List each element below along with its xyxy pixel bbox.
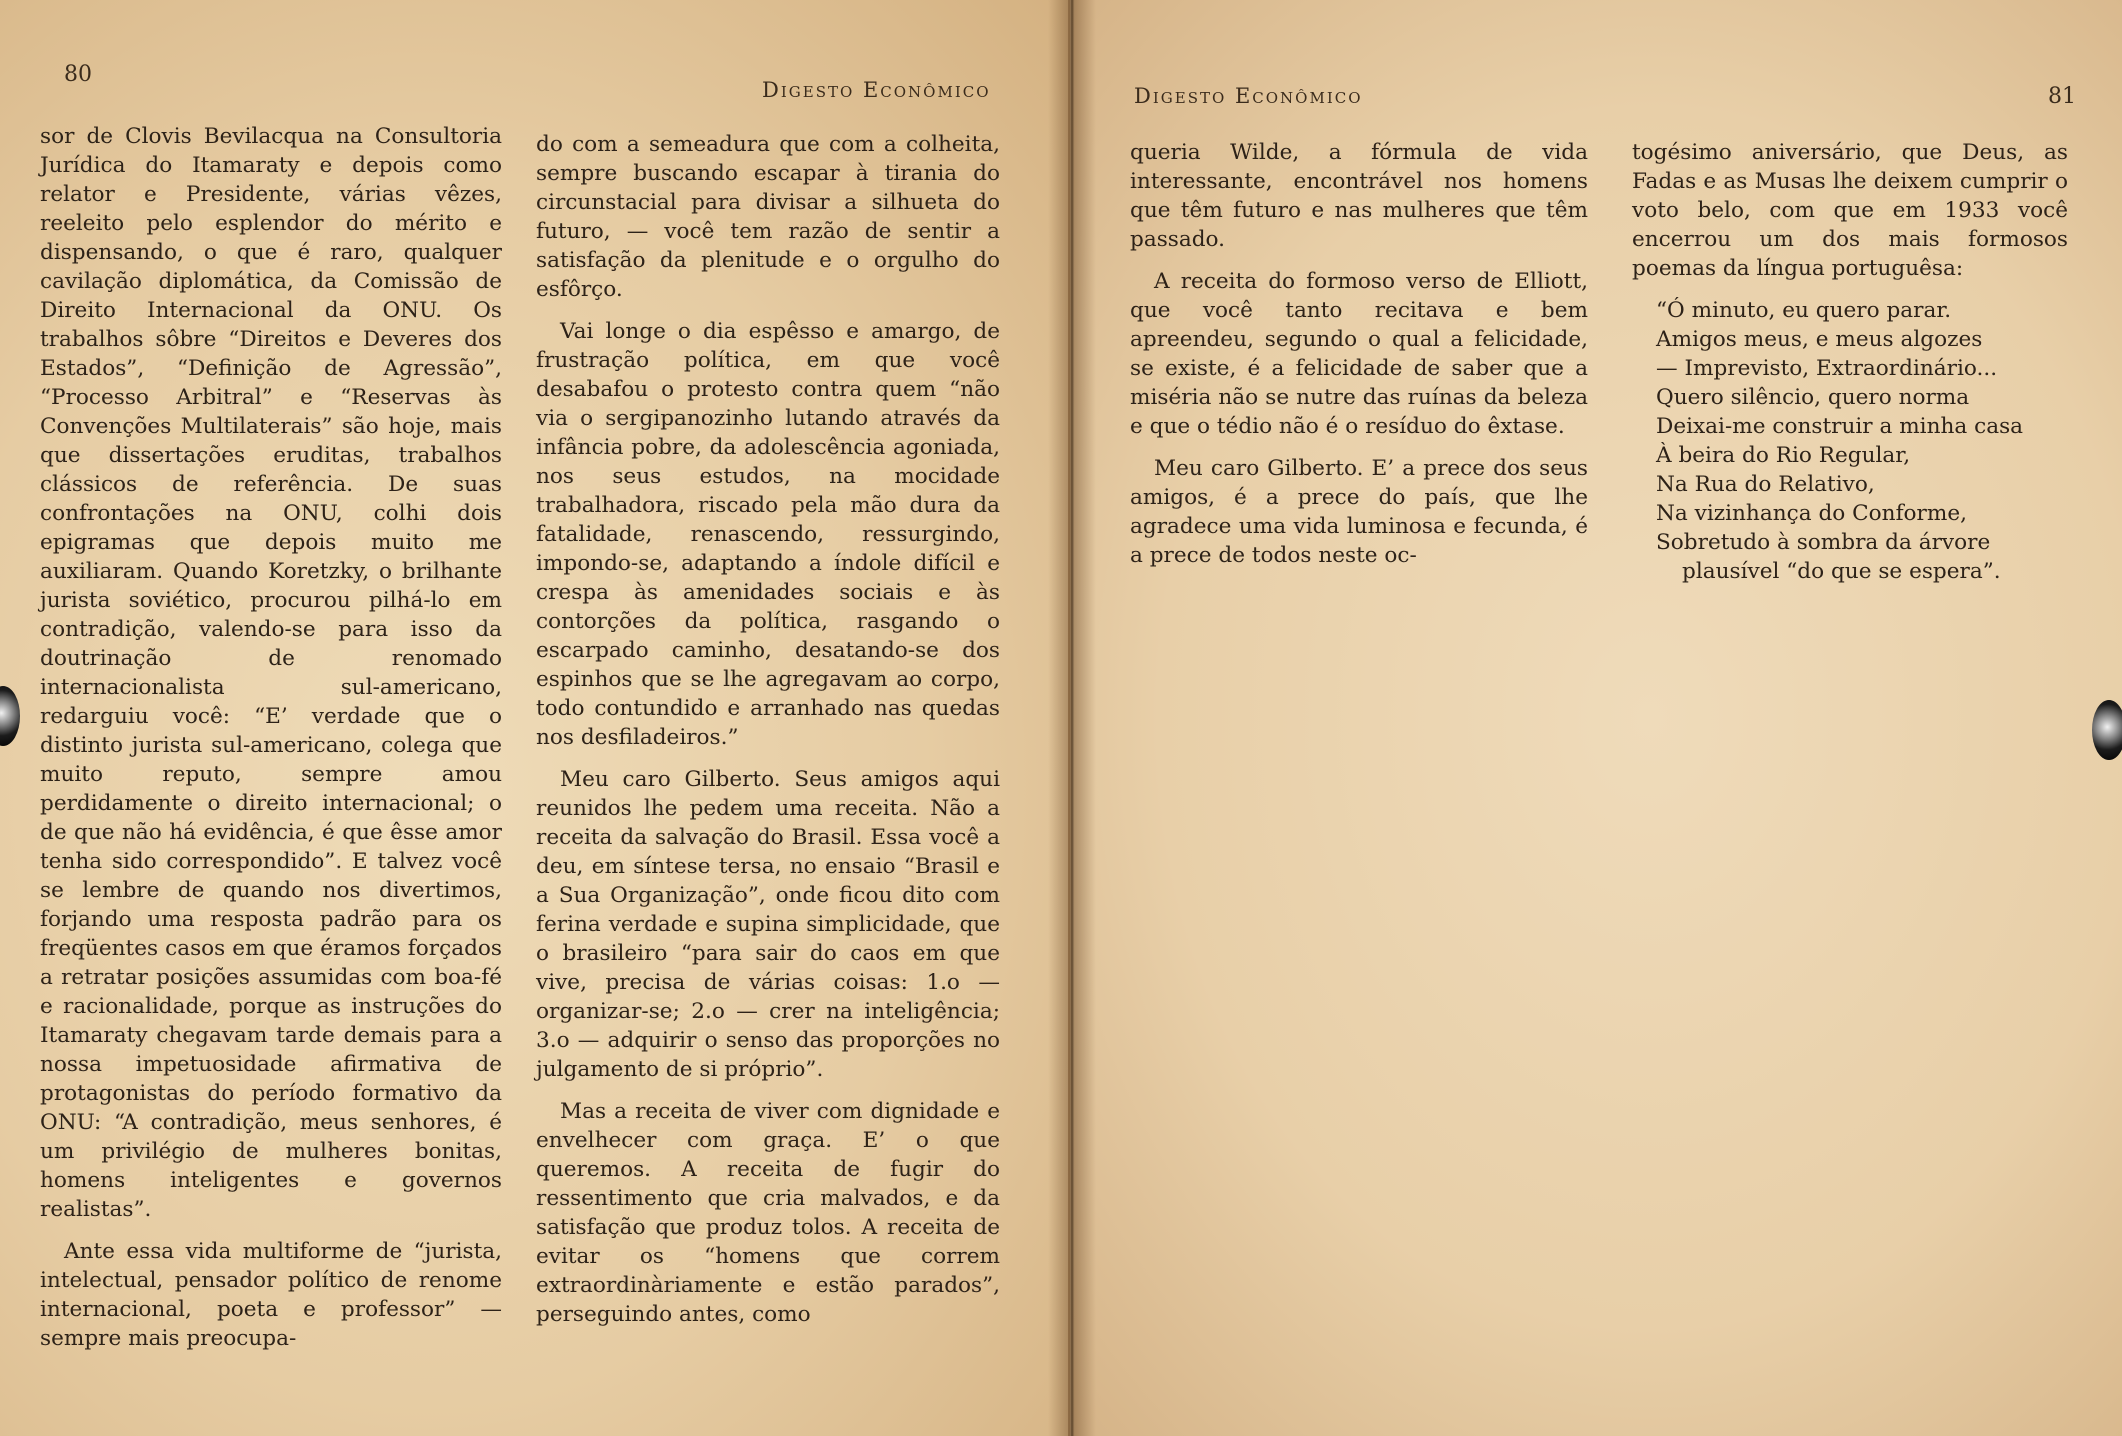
poem-line: Sobretudo à sombra da árvore — [1656, 530, 1991, 555]
poem-line: Deixai-me construir a minha casa — [1656, 414, 2024, 439]
paragraph: Mas a receita de viver com dignidade e envelhecer com graça. E’ o que queremos. A receita de fugir do ressentimento que cria malvados, e da satisfação que produz tolos. A receita de evitar os “homens que correm extraordinàriamente e estão parados”, perseguindo antes, como — [536, 1099, 1000, 1327]
paragraph: Meu caro Gilberto. E’ a prece dos seus amigos, é a prece do país, que lhe agradece uma vida luminosa e fecunda, é a prece de todos neste oc- — [1130, 456, 1588, 568]
paragraph: do com a semeadura que com a colheita, sempre buscando escapar à tirania do circunstacial para divisar a silhueta do futuro, — você tem razão de sentir a satisfação da plenitude e o orgulho do esfôrço. — [536, 132, 1000, 302]
page-number-right: 81 — [2048, 84, 2076, 109]
paragraph: A receita do formoso verso de Elliott, que você tanto recitava e bem apreendeu, segundo o qual a felicidade, se existe, é a felicidade de saber que a miséria não se nutre das ruínas da beleza e que o tédio não é o resíduo do êxtase. — [1130, 269, 1588, 439]
right-page-column-1 — [1130, 138, 1588, 570]
left-page-column-1 — [40, 122, 502, 1353]
page-number-left: 80 — [64, 62, 92, 87]
punch-hole-right — [2092, 700, 2122, 760]
running-head-left: Digesto Econômico — [762, 78, 991, 102]
poem-line: Amigos meus, e meus algozes — [1656, 327, 1983, 352]
poem-line: “Ó minuto, eu quero parar. — [1656, 298, 1952, 323]
right-page-column-2 — [1632, 138, 2068, 586]
left-page-column-2 — [536, 130, 1000, 1329]
paragraph: togésimo aniversário, que Deus, as Fadas e as Musas lhe deixem cumprir o voto belo, com que em 1933 você encerrou um dos mais formosos poemas da língua portuguêsa: — [1632, 140, 2068, 281]
right-page — [1072, 0, 2122, 1436]
paragraph: Ante essa vida multiforme de “jurista, intelectual, pensador político de renome internacional, poeta e professor” — sempre mais preocupa- — [40, 1239, 502, 1351]
poem-line: Quero silêncio, quero norma — [1656, 385, 1970, 410]
book-gutter — [1048, 0, 1096, 1436]
poem-line: Na Rua do Relativo, — [1656, 472, 1875, 497]
poem-line: À beira do Rio Regular, — [1656, 443, 1911, 468]
paragraph: Vai longe o dia espêsso e amargo, de frustração política, em que você desabafou o protesto contra quem “não via o sergipanozinho lutando através da infância pobre, da adolescência agoniada, nos seus estudos, na mocidade trabalhadora, riscado pela mão dura da fatalidade, renascendo, ressurgindo, impondo-se, adaptando a índole difícil e crespa às amenidades sociais e às contorções da política, rasgando o escarpado caminho, desatando-se dos espinhos que se lhe agregavam ao corpo, todo contundido e arranhado nas quedas nos desfiladeiros.” — [536, 319, 1000, 750]
poem — [1632, 296, 2068, 586]
running-head-right: Digesto Econômico — [1134, 84, 1363, 108]
paragraph: sor de Clovis Bevilacqua na Consultoria Jurídica do Itamaraty e depois como relator e Presidente, várias vêzes, reeleito pelo esplendor do mérito e dispensando, o que é raro, qualquer cavilação diplomática, da Comissão de Direito Internacional da ONU. Os trabalhos sôbre “Direitos e Deveres dos Estados”, “Definição de Agressão”, “Processo Arbitral” e “Reservas às Convenções Multilaterais” são hoje, mais que dissertações eruditas, trabalhos clássicos de referência. De suas confrontações na ONU, colhi dois epigramas que depois muito me auxiliaram. Quando Koretzky, o brilhante jurista soviético, procurou pilhá-lo em contradição, valendo-se para isso da doutrinação de renomado internacionalista sul-americano, redarguiu você: “E’ verdade que o distinto jurista sul-americano, colega que muito reputo, sempre amou perdidamente o direito internacional; o de que não há evidência, é que êsse amor tenha sido correspondido”. E talvez você se lembre de quando nos divertimos, forjando uma resposta padrão para os freqüentes casos em que éramos forçados a retratar posições assumidas com boa-fé e racionalidade, porque as instruções do Itamaraty chegavam tarde demais para a nossa impetuosidade afirmativa de protagonistas do período formativo da ONU: “A contradição, meus senhores, é um privilégio de mulheres bonitas, homens inteligentes e governos realistas”. — [40, 124, 502, 1222]
paragraph: Meu caro Gilberto. Seus amigos aqui reunidos lhe pedem uma receita. Não a receita da salvação do Brasil. Essa você a deu, em síntese tersa, no ensaio “Brasil e a Sua Organização”, onde ficou dito com ferina verdade e supina simplicidade, que o brasileiro “para sair do caos em que vive, precisa de várias coisas: 1.o — organizar-se; 2.o — crer na inteligência; 3.o — adquirir o senso das proporções no julgamento de si próprio”. — [536, 767, 1000, 1082]
poem-line: plausível “do que se espera”. — [1682, 559, 2001, 584]
poem-line: Na vizinhança do Conforme, — [1656, 501, 1968, 526]
poem-line: — Imprevisto, Extraordinário... — [1656, 356, 1998, 381]
paragraph: queria Wilde, a fórmula de vida interessante, encontrável nos homens que têm futuro e nas mulheres que têm passado. — [1130, 140, 1588, 252]
punch-hole-left — [0, 686, 20, 746]
